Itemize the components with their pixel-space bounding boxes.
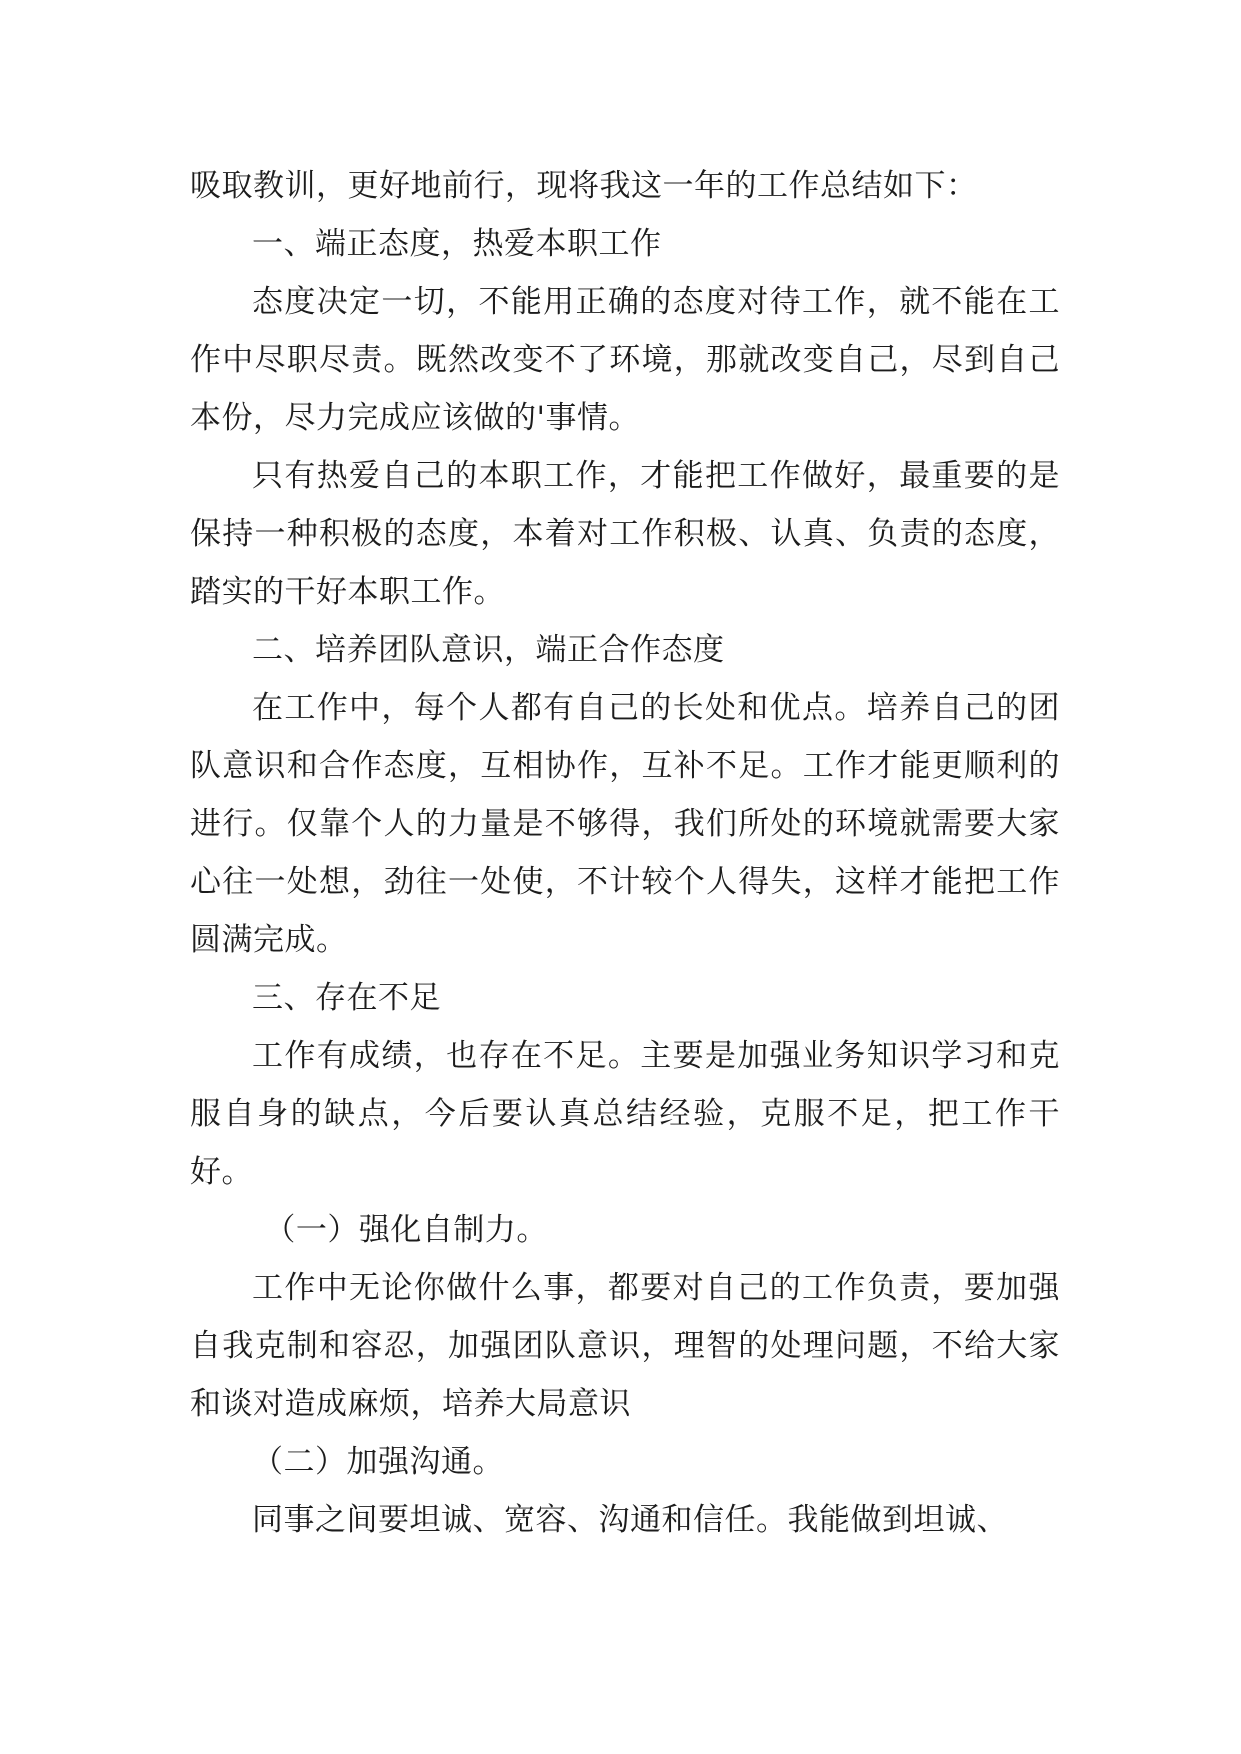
heading-section-3: 三、存在不足 <box>252 980 441 1016</box>
heading-section-2: 二、培养团队意识，端正合作态度 <box>252 632 725 668</box>
paragraph-intro: 吸取教训，更好地前行，现将我这一年的工作总结如下： <box>190 168 978 204</box>
paragraph-attitude: 态度决定一切，不能用正确的态度对待工作，就不能在工作中尽职尽责。既然改变不了环境，那就改变自己，尽到自己本份，尽力完成应该做的'事情。 <box>190 284 1060 436</box>
subheading-communication: （二）加强沟通。 <box>252 1444 504 1480</box>
document-body <box>190 157 1060 1549</box>
subheading-self-control: （一）强化自制力。 <box>264 1212 548 1248</box>
paragraph-teamwork: 在工作中，每个人都有自己的长处和优点。培养自己的团队意识和合作态度，互相协作，互补不足。工作才能更顺利的进行。仅靠个人的力量是不够得，我们所处的环境就需要大家心往一处想，劲往一处使，不计较个人得失，这样才能把工作圆满完成。 <box>190 690 1060 958</box>
paragraph-shortcomings: 工作有成绩，也存在不足。主要是加强业务知识学习和克服自身的缺点，今后要认真总结经验，克服不足，把工作干好。 <box>190 1038 1060 1190</box>
paragraph-communication: 同事之间要坦诚、宽容、沟通和信任。我能做到坦诚、 <box>252 1502 1008 1538</box>
paragraph-self-control: 工作中无论你做什么事，都要对自己的工作负责，要加强自我克制和容忍，加强团队意识，理智的处理问题，不给大家和谈对造成麻烦，培养大局意识 <box>190 1270 1060 1422</box>
heading-section-1: 一、端正态度，热爱本职工作 <box>252 226 662 262</box>
paragraph-love-work: 只有热爱自己的本职工作，才能把工作做好，最重要的是保持一种积极的态度，本着对工作积极、认真、负责的态度，踏实的干好本职工作。 <box>190 458 1060 610</box>
